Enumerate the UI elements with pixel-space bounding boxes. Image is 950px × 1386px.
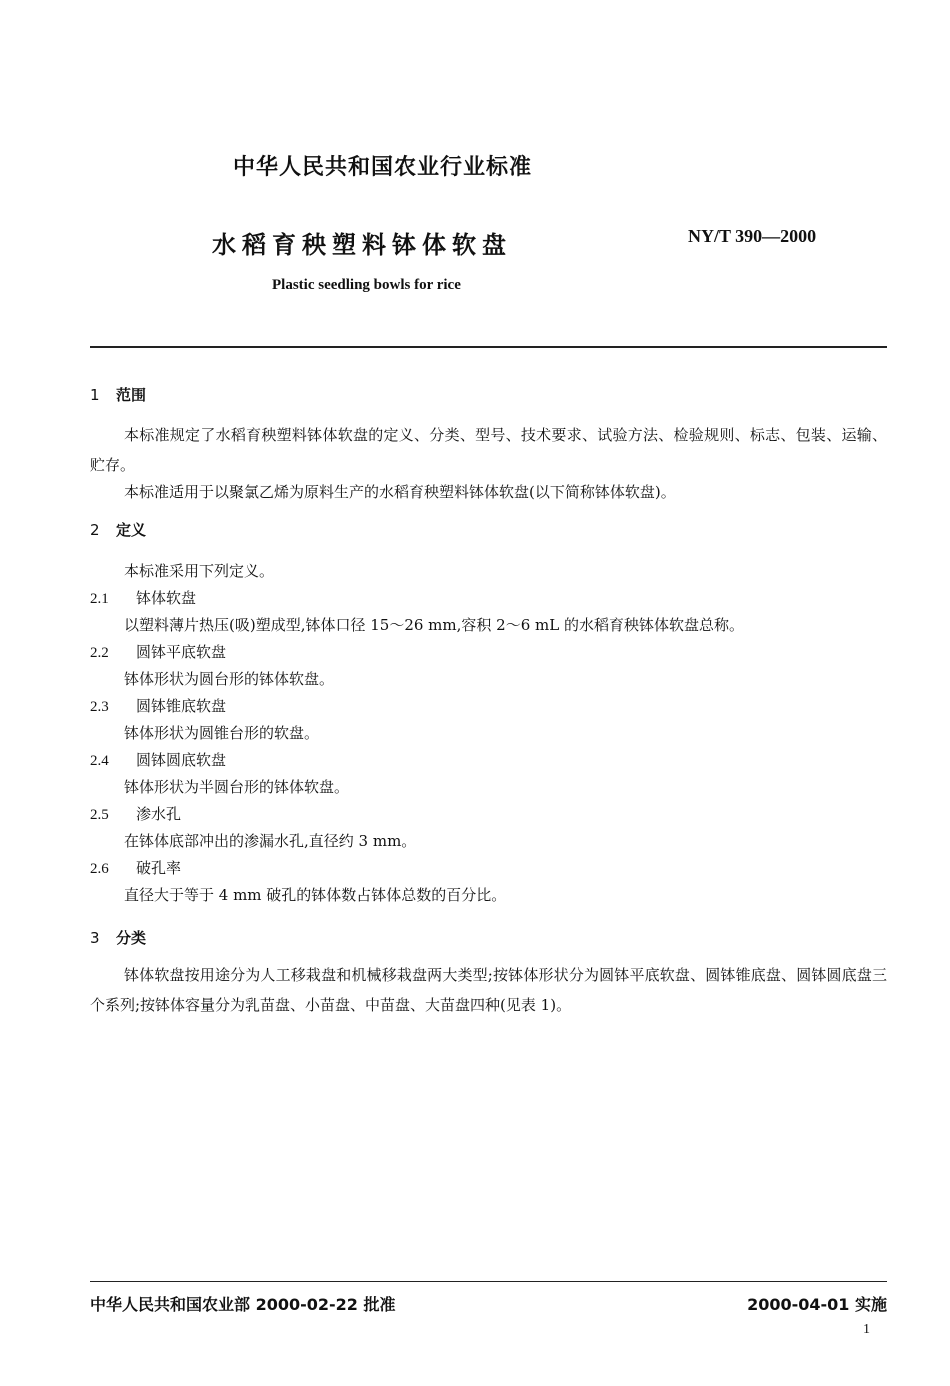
issuing-authority: 中华人民共和国农业行业标准 (233, 155, 533, 180)
definition-text: 直径大于等于 4 mm 破孔的钵体数占钵体总数的百分比。 (124, 886, 507, 904)
section-number: 3 (90, 929, 100, 947)
term-text: 渗水孔 (136, 805, 182, 823)
section-1-heading (90, 384, 146, 405)
section-3-heading (90, 927, 146, 948)
term-text: 破孔率 (136, 859, 182, 877)
term-text: 圆钵平底软盘 (136, 643, 227, 661)
approval-line: 中华人民共和国农业部 2000-02-22 批准 (90, 1295, 396, 1314)
header-divider (90, 346, 887, 348)
clause-number: 2.3 (90, 699, 109, 715)
definition-text: 钵体形状为半圆台形的钵体软盘。 (124, 778, 350, 796)
section-2-intro: 本标准采用下列定义。 (124, 562, 275, 580)
term-text: 圆钵锥底软盘 (136, 697, 227, 715)
definition-text: 钵体形状为圆锥台形的软盘。 (124, 724, 320, 742)
term-text: 圆钵圆底软盘 (136, 751, 227, 769)
section-number: 2 (90, 521, 100, 539)
definition-term (90, 803, 181, 824)
clause-number: 2.6 (90, 861, 109, 877)
section-title: 范围 (116, 386, 147, 404)
clause-number: 2.5 (90, 807, 109, 823)
definition-term (90, 695, 226, 716)
section-title: 定义 (116, 521, 147, 539)
section-1-paragraph-1: 本标准规定了水稻育秧塑料钵体软盘的定义、分类、型号、技术要求、试验方法、检验规则、标志、包装、运输、贮存。 (90, 426, 887, 474)
term-text: 钵体软盘 (136, 589, 197, 607)
definition-term (90, 857, 181, 878)
clause-number: 2.1 (90, 591, 109, 607)
section-1-paragraph-2: 本标准适用于以聚氯乙烯为原料生产的水稻育秧塑料钵体软盘(以下简称钵体软盘)。 (124, 483, 676, 501)
section-3-paragraph-1: 钵体软盘按用途分为人工移栽盘和机械移栽盘两大类型;按钵体形状分为圆钵平底软盘、圆钵锥底盘、圆钵圆底盘三个系列;按钵体容量分为乳苗盘、小苗盘、中苗盘、大苗盘四种(见表 1)。 (90, 966, 887, 1014)
footer-divider (90, 1281, 887, 1282)
page-number: 1 (863, 1322, 870, 1337)
section-number: 1 (90, 386, 100, 404)
definition-text: 在钵体底部冲出的渗漏水孔,直径约 3 mm。 (124, 832, 417, 850)
section-2-heading (90, 519, 146, 540)
definition-term (90, 641, 226, 662)
definition-text: 钵体形状为圆台形的钵体软盘。 (124, 670, 335, 688)
clause-number: 2.4 (90, 753, 109, 769)
definition-text: 以塑料薄片热压(吸)塑成型,钵体口径 15～26 mm,容积 2～6 mL 的水稻育秧钵体软盘总称。 (124, 616, 744, 634)
definition-term (90, 749, 226, 770)
section-title: 分类 (116, 929, 147, 947)
standard-number: NY/T 390—2000 (688, 226, 817, 246)
document-title-en: Plastic seedling bowls for rice (272, 277, 461, 293)
document-title-zh: 水稻育秧塑料钵体软盘 (212, 231, 512, 259)
implementation-date: 2000-04-01 实施 (747, 1295, 887, 1314)
clause-number: 2.2 (90, 645, 109, 661)
definition-term (90, 587, 196, 608)
